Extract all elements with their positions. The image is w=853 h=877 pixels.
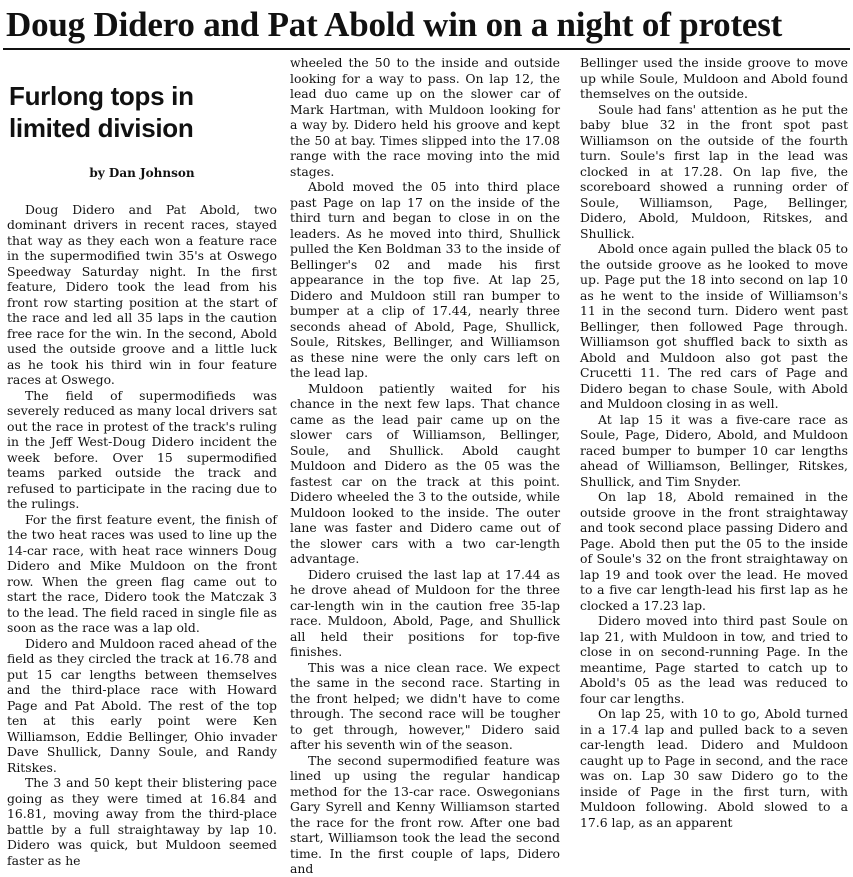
article-paragraph: Abold once again pulled the black 05 to the outside groove as he looked to move up. Page put the 18 into second on lap 10 as he went to the inside of Williamson's 11 in the second turn. Didero went past Bellinger, then followed Page through. Williamson got shuffled back to sixth as Abold and Muldoon also got past the Crucetti 11. The red cars of Page and Didero began to chase Soule, with Abold and Muldoon closing in as well. [580,241,848,411]
headline: Doug Didero and Pat Abold win on a night of protest [6,5,783,44]
article-column-1 [7,50,277,868]
article-paragraph: Soule had fans' attention as he put the baby blue 32 in the front spot past Williamson on the outside of the fourth turn. Soule's first lap in the lead was clocked in at 17.28. On lap five, the scoreboard showed a running order of Soule, Williamson, Page, Bellinger, Didero, Abold, Muldoon, Ritskes, and Shullick. [580,101,848,241]
article-paragraph: wheeled the 50 to the inside and outside looking for a way to pass. On lap 12, the lead duo came up on the slower car of Mark Hartman, with Muldoon looking for a way by. Didero held his groove and kept the 50 at bay. Times slipped into the 17.08 range with the race moving into the mid stages. [290,55,560,179]
article-paragraph: The 3 and 50 kept their blistering pace going as they were timed at 16.84 and 16.81, moving away from the third-place battle by a full straightaway by lap 10. Didero was quick, but Muldoon seemed faster as he [7,775,277,868]
article-paragraph: The second supermodified feature was lined up using the regular handicap method for the 13-car race. Oswegonians Gary Syrell and Kenny Williamson started the race for the front row. After one bad start, Williamson took the lead the second time. In the first couple of laps, Didero and [290,752,560,876]
article-paragraph: This was a nice clean race. We expect the same in the second race. Starting in the front helped; we didn't have to come through. The second race will be tougher to get through, however," Didero said after his seventh win of the season. [290,659,560,752]
subheadline: Furlong tops in limited division [9,81,194,143]
article-paragraph: At lap 15 it was a five-care race as Soule, Page, Didero, Abold, and Muldoon raced bumper to bumper 10 car lengths ahead of Williamson, Bellinger, Ritskes, Shullick, and Tim Snyder. [580,411,848,489]
article-column-2 [290,55,560,876]
byline: by Dan Johnson [89,166,195,180]
article-column-3 [580,55,848,830]
article-paragraph: On lap 25, with 10 to go, Abold turned in a 17.4 lap and pulled back to a seven car-length lead. Didero and Muldoon caught up to Page in second, and the race was on. Lap 30 saw Didero go to the inside of Page in the first turn, with Muldoon following. Abold slowed to a 17.6 lap, as an apparent [580,706,848,830]
article-paragraph: For the first feature event, the finish of the two heat races was used to line up the 14-car race, with heat race winners Doug Didero and Mike Muldoon on the front row. When the green flag came out to start the race, Didero took the Matczak 3 to the lead. The field raced in single file as soon as the race was a lap old. [7,511,277,635]
article-paragraph: Didero and Muldoon raced ahead of the field as they circled the track at 16.78 and put 15 car lengths between themselves and the third-place race with Howard Page and Pat Abold. The rest of the top ten at this early point were Ken Williamson, Eddie Bellinger, Ohio invader Dave Shullick, Danny Soule, and Randy Ritskes. [7,635,277,775]
article-paragraph: Muldoon patiently waited for his chance in the next few laps. That chance came as the lead pair came up on the slower cars of Williamson, Bellinger, Soule, and Shullick. Abold caught Muldoon and Didero as the 05 was the fastest car on the track at this point. Didero wheeled the 3 to the outside, while Muldoon looked to the inside. The outer lane was faster and Didero came out of the slower cars with a two car-length advantage. [290,380,560,566]
article-paragraph: Abold moved the 05 into third place past Page on lap 17 on the inside of the third turn and began to close in on the leaders. As he moved into third, Shullick pulled the Ken Boldman 33 to the inside of Bellinger's 02 and made his first appearance in the top five. At lap 25, Didero and Muldoon still ran bumper to bumper at a clip of 17.44, nearly three seconds ahead of Abold, Page, Shullick, Soule, Ritskes, Bellinger, and Williamson as these nine were the only cars left on the lead lap. [290,179,560,380]
article-paragraph: Doug Didero and Pat Abold, two dominant drivers in recent races, stayed that way as they each won a feature race in the supermodified twin 35's at Oswego Speedway Saturday night. In the first feature, Didero took the lead from his front row starting position at the start of the race and led all 35 laps in the caution free race for the win. In the second, Abold used the outside groove and a little luck as he took his third win in four feature races at Oswego. [7,201,277,387]
article-paragraph: Didero cruised the last lap at 17.44 as he drove ahead of Muldoon for the three car-length win in the caution free 35-lap race. Muldoon, Abold, Page, and Shullick all held their positions for top-five finishes. [290,566,560,659]
article-paragraph: Didero moved into third past Soule on lap 21, with Muldoon in tow, and tried to close in on second-running Page. In the meantime, Page started to catch up to Abold's 05 as the lead was reduced to four car lengths. [580,613,848,706]
article-paragraph: The field of supermodifieds was severely reduced as many local drivers sat out the race in protest of the track's ruling in the Jeff West-Doug Didero incident the week before. Over 15 supermodified teams parked outside the track and refused to participate in the racing due to the rulings. [7,387,277,511]
article-paragraph: On lap 18, Abold remained in the outside groove in the front straightaway and took second place passing Didero and Page. Abold then put the 05 to the inside of Soule's 32 on the front straightaway on lap 19 and took over the lead. He moved to a five car length-lead his first lap as he clocked a 17.23 lap. [580,489,848,613]
article-paragraph: Bellinger used the inside groove to move up while Soule, Muldoon and Abold found themselves on the outside. [580,55,848,101]
